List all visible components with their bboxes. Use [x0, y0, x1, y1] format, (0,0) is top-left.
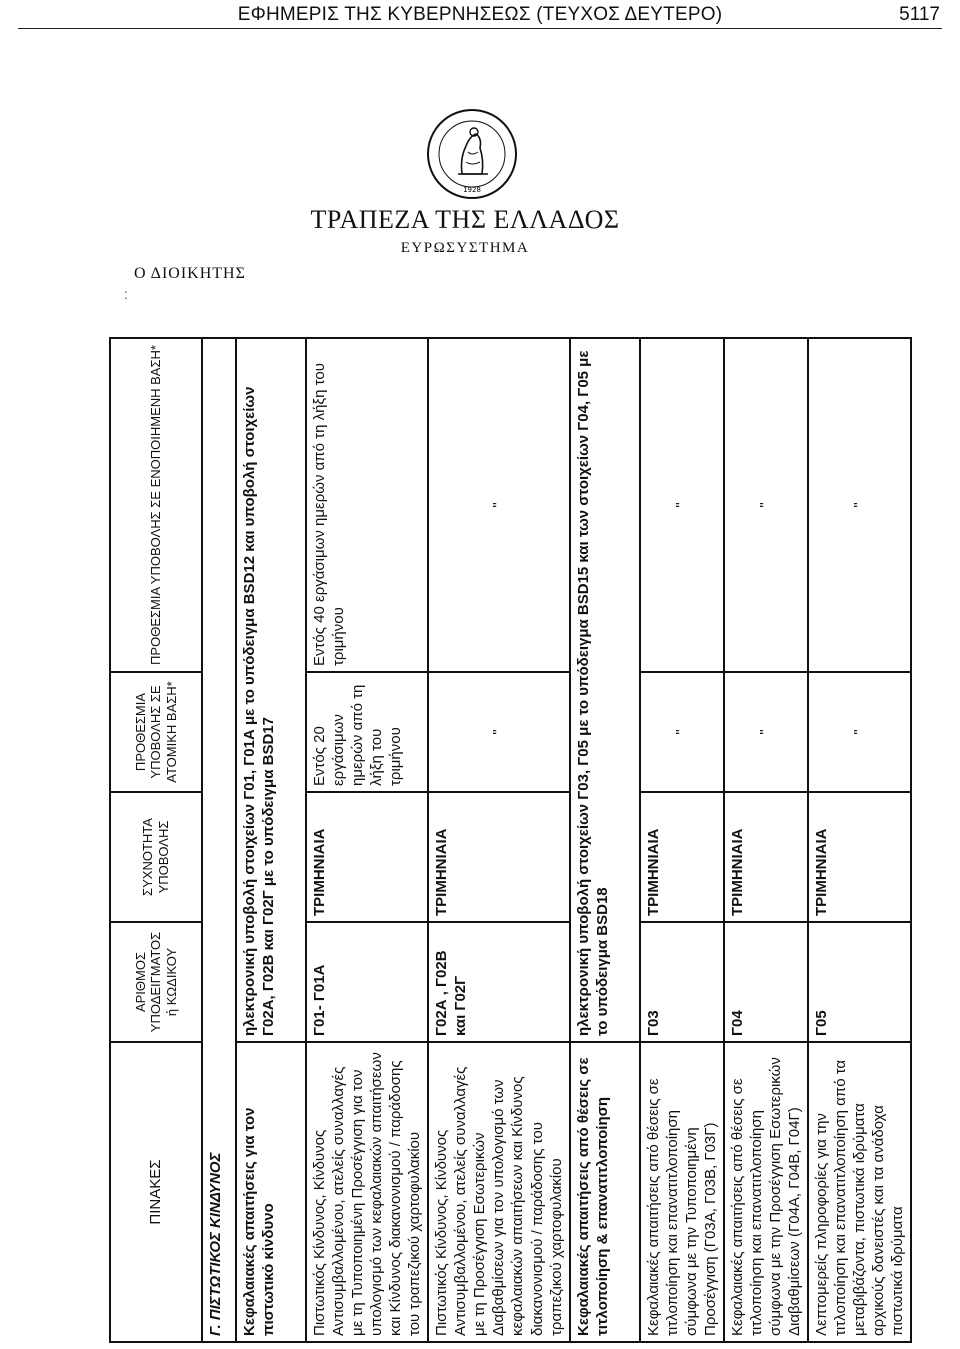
group1-title: Κεφαλαιακές απαιτήσεις για τον πιστωτικό κίνδυνο	[236, 1042, 306, 1342]
eurosystem-label: ΕΥΡΩΣΥΣΤΗΜΑ	[400, 240, 530, 256]
row-code: Γ05	[808, 922, 911, 1042]
row-frequency: ΤΡΙΜΗΝΙΑΙΑ	[428, 792, 569, 922]
header-tables: ΠΙΝΑΚΕΣ	[110, 1042, 202, 1342]
header-frequency: ΣΥΧΝΟΤΗΤΑ ΥΠΟΒΟΛΗΣ	[110, 792, 202, 922]
row-frequency: ΤΡΙΜΗΝΙΑΙΑ	[306, 792, 428, 922]
bank-name: ΤΡΑΠΕΖΑ ΤΗΣ ΕΛΛΑΔΟΣ	[310, 205, 620, 234]
row-code: Γ03	[640, 922, 724, 1042]
header-deadline-individual: ΠΡΟΘΕΣΜΙΑ ΥΠΟΒΟΛΗΣ ΣΕ ΑΤΟΜΙΚΗ ΒΑΣΗ*	[110, 672, 202, 792]
table-row	[428, 338, 569, 1342]
row-deadline-consolidated: Εντός 40 εργάσιμων ημερών από τη λήξη του τριμήνου	[306, 338, 428, 672]
group-row	[236, 338, 306, 1342]
page-number: 5117	[899, 4, 940, 25]
group2-title: Κεφαλαιακές απαιτήσεις από θέσεις σε τιτλοποίηση & επανατιτλοποίηση	[570, 1042, 640, 1342]
colon-mark: :	[124, 286, 128, 302]
row-deadline-consolidated: "	[640, 338, 724, 672]
table-row	[640, 338, 724, 1342]
group-row	[570, 338, 640, 1342]
reporting-table	[109, 339, 907, 1343]
table-row	[808, 338, 911, 1342]
gazette-header	[0, 0, 960, 30]
table-row	[306, 338, 428, 1342]
governor-label: Ο ΔΙΟΙΚΗΤΗΣ	[134, 265, 246, 282]
section-title: Γ. ΠΙΣΤΩΤΙΚΟΣ ΚΙΝΔΥΝΟΣ	[202, 338, 236, 1342]
section-row	[202, 338, 236, 1342]
seal-year: 1928	[463, 186, 481, 194]
row-description: Πιστωτικός Κίνδυνος, Κίνδυνος Αντισυμβαλλομένου, ατελείς συναλλαγές με τη Προσέγγιση Εσωτερικών Διαβαθμίσεων για τον υπολογισμό των κεφαλαιακών απαιτήσεων και Κίνδυνος διακανονισμού / παράδοσης του τραπεζικού χαρτοφυλακίου	[428, 1042, 569, 1342]
row-frequency: ΤΡΙΜΗΝΙΑΙΑ	[808, 792, 911, 922]
header-rule	[18, 28, 942, 29]
group2-note: ηλεκτρονική υποβολή στοιχείων Γ03, Γ05 με το υπόδειγμα BSD15 και των στοιχείων Γ04, Γ05 με το υπόδειγμα BSD18	[570, 338, 640, 1042]
header-deadline-consolidated: ΠΡΟΘΕΣΜΙΑ ΥΠΟΒΟΛΗΣ ΣΕ ΕΝΟΠΟΙΗΜΕΝΗ ΒΑΣΗ*	[110, 338, 202, 672]
row-description: Κεφαλαιακές απαιτήσεις από θέσεις σε τιτλοποίηση και επανατιτλοποίηση σύμφωνα με την Προσέγγιση Εσωτερικών Διαβαθμίσεων (Γ04Α, Γ04Β, Γ04Γ)	[724, 1042, 808, 1342]
row-deadline-consolidated: "	[808, 338, 911, 672]
row-frequency: ΤΡΙΜΗΝΙΑΙΑ	[724, 792, 808, 922]
table-header-row	[110, 338, 202, 1342]
row-deadline-consolidated: "	[428, 338, 569, 672]
row-description: Λεπτομερείς πληροφορίες για την τιτλοποίηση και επανατιτλοποίηση από τα μεταβιβάζοντα, πιστωτικά ιδρύματα αρχικούς δανειστές και τα ανάδοχα πιστωτικά ιδρύματα	[808, 1042, 911, 1342]
row-code: Γ02Α , Γ02Β και Γ02Γ	[428, 922, 569, 1042]
header-sample-code: ΑΡΙΘΜΟΣ ΥΠΟΔΕΙΓΜΑΤΟΣ ή ΚΩΔΙΚΟΥ	[110, 922, 202, 1042]
row-code: Γ04	[724, 922, 808, 1042]
bank-seal-logo	[410, 108, 534, 200]
row-deadline-individual: "	[808, 672, 911, 792]
row-deadline-individual: Εντός 20 εργάσιμων ημερών από τη λήξη του τριμήνου	[306, 672, 428, 792]
row-frequency: ΤΡΙΜΗΝΙΑΙΑ	[640, 792, 724, 922]
row-code: Γ01- Γ01Α	[306, 922, 428, 1042]
group1-note: ηλεκτρονική υποβολή στοιχείων Γ01, Γ01Α με το υπόδειγμα BSD12 και υποβολή στοιχείων Γ02Α, Γ02Β και Γ02Γ με το υπόδειγμα BSD17	[236, 338, 306, 1042]
row-deadline-individual: "	[640, 672, 724, 792]
row-deadline-individual: "	[428, 672, 569, 792]
table-row	[724, 338, 808, 1342]
row-deadline-individual: "	[724, 672, 808, 792]
row-description: Πιστωτικός Κίνδυνος, Κίνδυνος Αντισυμβαλλομένου, ατελείς συναλλαγές με τη Τυποποιημένη Προσέγγιση για τον υπολογισμό των κεφαλαιακών απαιτήσεων και Κίνδυνος διακανονισμού / παράδοσης του τραπεζικού χαρτοφυλακίου	[306, 1042, 428, 1342]
row-description: Κεφαλαιακές απαιτήσεις από θέσεις σε τιτλοποίηση και επανατιτλοποίηση σύμφωνα με την Τυποποιημένη Προσέγγιση (Γ03Α, Γ03Β, Γ03Γ)	[640, 1042, 724, 1342]
row-deadline-consolidated: "	[724, 338, 808, 672]
gazette-title: ΕΦΗΜΕΡΙΣ ΤΗΣ ΚΥΒΕΡΝΗΣΕΩΣ (ΤΕΥΧΟΣ ΔΕΥΤΕΡΟ)	[237, 4, 723, 25]
